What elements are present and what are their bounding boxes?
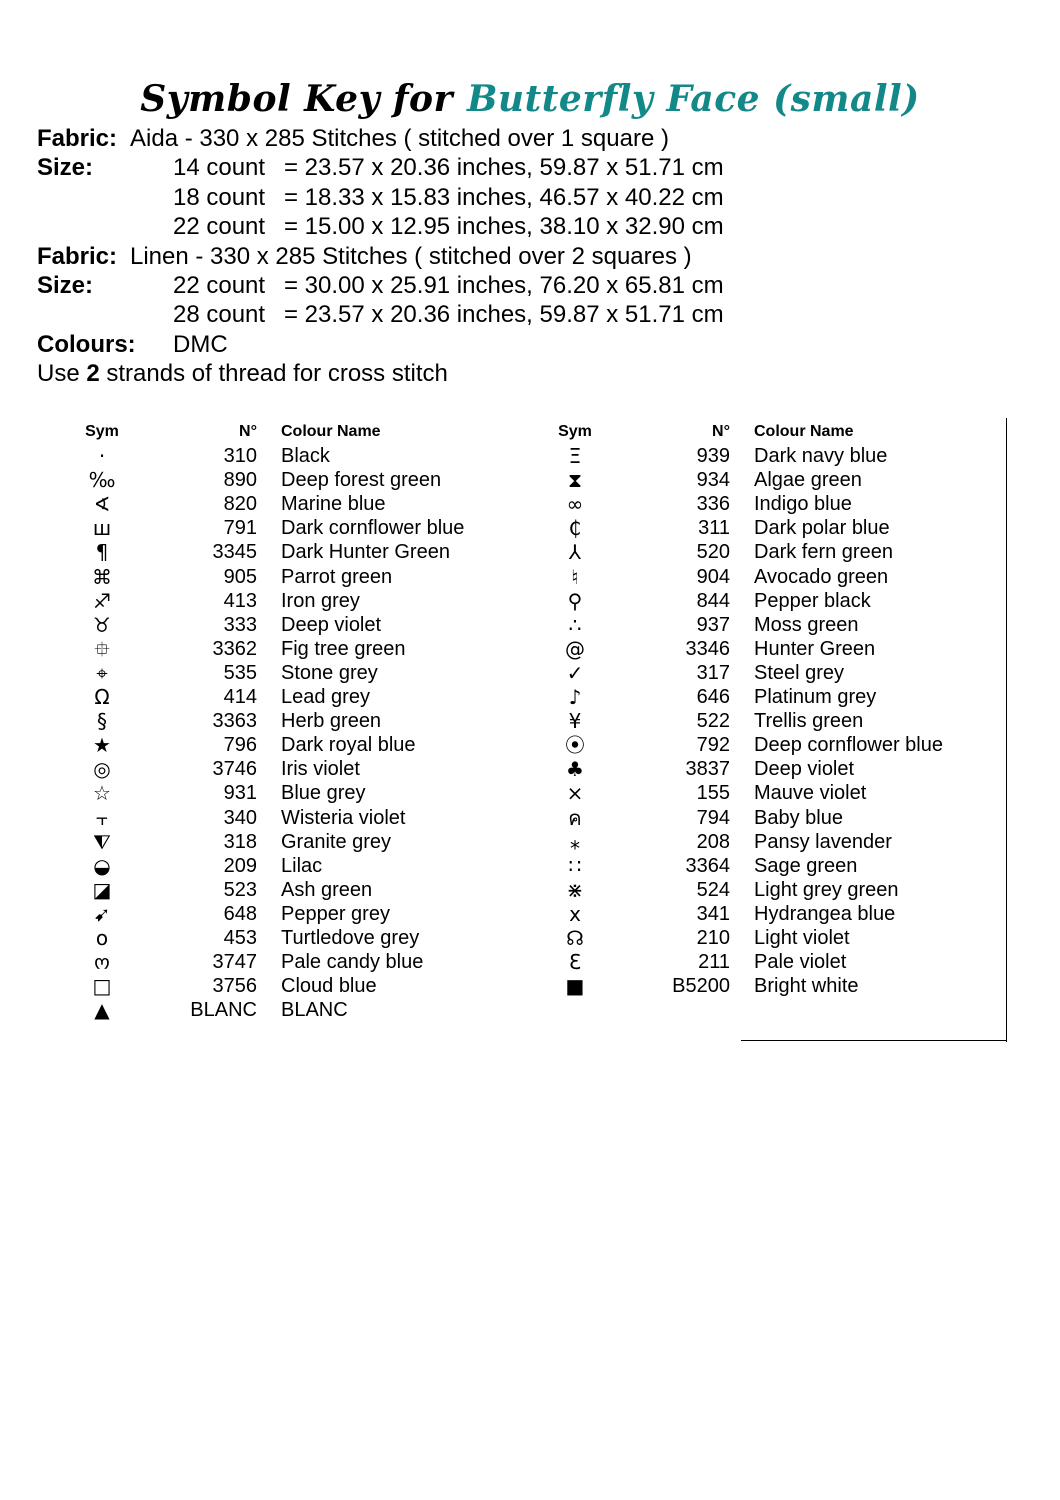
symbol: ▲ [94,998,110,1023]
title-prefix: Symbol Key for [140,78,453,120]
symbol: ♣ [566,757,584,782]
dmc-number: 794 [696,806,730,829]
symbol: ∴ [568,612,582,637]
colour-name: Cloud blue [281,975,377,998]
symbol: ✓ [566,660,584,685]
key-row [543,950,983,974]
symbol: ⧗ [567,468,583,493]
key-row [70,685,510,709]
colour-name: Marine blue [281,493,386,516]
key-row [543,974,983,998]
symbol: ⨯ [566,781,584,806]
colour-name: Algae green [754,469,862,492]
symbol: ⌖ [96,660,108,685]
symbol: ∷ [568,853,582,878]
size-label: Size: [37,154,94,182]
key-row [70,637,510,661]
symbol: ⦿ [565,733,585,758]
symbol: ⅄ [568,540,582,565]
header-number: N° [712,423,730,440]
bottom-border-line [741,1040,1007,1041]
key-row [70,492,510,516]
strands-pre: Use [37,360,80,388]
colour-name: Granite grey [281,830,392,853]
dmc-number: 210 [696,926,730,949]
header-sym: Sym [558,423,592,440]
symbol: ค [568,805,582,830]
colour-name: Parrot green [281,565,393,588]
symbol: ☊ [566,925,584,950]
colour-name: Light violet [754,926,850,949]
dmc-number: 211 [698,951,730,974]
symbol: ∢ [93,492,111,517]
colour-name: Ash green [281,878,373,901]
colour-name: Hydrangea blue [754,902,896,925]
dmc-number: 311 [698,517,730,540]
dmc-number: 3364 [685,854,730,877]
key-row [543,926,983,950]
symbol: Ɛ [568,950,582,975]
key-header [70,420,510,444]
colour-name: Dark polar blue [754,517,890,540]
fabric-label: Fabric: [37,125,118,152]
colour-name: Fig tree green [281,637,406,660]
key-row [543,806,983,830]
symbol: Ω [94,685,110,710]
size-count: 14 count [173,154,266,182]
key-rows-left [70,444,510,1022]
colour-name: Moss green [754,613,859,636]
dmc-number: 791 [223,517,257,540]
key-row [70,468,510,492]
symbol: x [569,901,581,926]
dmc-number: 931 [223,782,257,805]
symbol: ⧨ [93,829,111,854]
size-dimensions: = 15.00 x 12.95 inches, 38.10 x 32.90 cm [284,213,724,241]
fabric-info [37,124,1037,389]
size-dimensions: = 30.00 x 25.91 inches, 76.20 x 65.81 cm [284,271,724,299]
key-row [70,589,510,613]
dmc-number: 155 [696,782,730,805]
key-row [543,589,983,613]
colour-name: Black [281,445,330,468]
fabric-aida-line [37,124,1037,153]
size-aida-line [37,153,1037,182]
key-row [543,492,983,516]
dmc-number: 208 [696,830,730,853]
dmc-number: 820 [223,493,257,516]
key-row [70,613,510,637]
key-row [70,781,510,805]
key-row [543,854,983,878]
key-row [543,516,983,540]
size-aida-line [37,183,1037,212]
key-row [543,468,983,492]
colour-name: Iris violet [281,758,360,781]
header-number: N° [239,423,257,440]
dmc-number: 3746 [212,758,257,781]
symbol: ∞ [566,492,584,517]
colour-name: Mauve violet [754,782,867,805]
colour-name: Dark Hunter Green [281,541,450,564]
key-row [70,757,510,781]
colour-name: Platinum grey [754,686,877,709]
dmc-number: 937 [696,613,730,636]
size-count: 18 count [173,183,266,211]
key-row [70,854,510,878]
key-row [70,540,510,564]
dmc-number: 333 [223,613,257,636]
symbol: ₵ [568,516,582,541]
symbol: ⯐ [94,636,110,661]
size-linen-line [37,271,1037,300]
dmc-number: 318 [223,830,257,853]
key-row [543,830,983,854]
key-row [70,926,510,950]
dmc-number: 340 [223,806,257,829]
size-count: 22 count [173,213,266,241]
symbol: ⌘ [92,564,112,589]
colour-name: BLANC [281,999,348,1022]
dmc-number: 453 [223,926,257,949]
symbol: @ [565,636,585,661]
size-linen-line [37,300,1037,329]
dmc-number: 792 [696,734,730,757]
dmc-number: 3837 [685,758,730,781]
header-sym: Sym [85,423,119,440]
dmc-number: 648 [223,902,257,925]
key-header [543,420,983,444]
key-row [70,709,510,733]
symbol: ◪ [92,877,112,902]
colour-name: Dark royal blue [281,734,416,757]
symbol: ★ [93,733,111,758]
key-row [543,902,983,926]
key-row [543,878,983,902]
colour-name: Lilac [281,854,323,877]
colour-name: Deep violet [281,613,382,636]
colour-name: Dark navy blue [754,445,888,468]
header-colour-name: Colour Name [754,423,854,440]
colour-name: Iron grey [281,589,360,612]
colour-name: Indigo blue [754,493,852,516]
symbol: ‰ [88,468,116,493]
dmc-number: 844 [696,589,730,612]
key-row [543,637,983,661]
symbol-key-left [70,420,510,1022]
colour-name: Trellis green [754,710,864,733]
symbol: ო [94,950,110,975]
key-rows-right [543,444,983,998]
key-row [70,830,510,854]
key-row [70,950,510,974]
symbol: ⁎ [570,829,580,854]
colour-name: Pale violet [754,951,847,974]
dmc-number: 3362 [212,637,257,660]
dmc-number: BLANC [190,999,257,1022]
size-label: Size: [37,271,94,299]
symbol: ♉ [93,612,111,637]
dmc-number: 524 [696,878,730,901]
fabric-aida-text: Aida - 330 x 285 Stitches ( stitched over 1 square ) [130,125,669,152]
dmc-number: 209 [223,854,257,877]
symbol-key-right [543,420,983,998]
colour-name: Herb green [281,710,382,733]
symbol: · [98,444,106,469]
symbol: o [95,925,109,950]
key-row [543,613,983,637]
symbol: ◎ [93,757,111,782]
colour-name: Stone grey [281,661,378,684]
dmc-number: 3346 [685,637,730,660]
colour-name: Turtledove grey [281,926,420,949]
colour-name: Deep violet [754,758,855,781]
dmc-number: 341 [696,902,730,925]
key-row [70,878,510,902]
colour-name: Hunter Green [754,637,876,660]
colour-name: Blue grey [281,782,366,805]
symbol: ◒ [93,853,111,878]
dmc-number: 890 [223,469,257,492]
symbol: ¶ [95,540,109,565]
dmc-number: 522 [696,710,730,733]
colour-name: Deep cornflower blue [754,734,943,757]
colour-name: Dark cornflower blue [281,517,465,540]
dmc-number: 336 [696,493,730,516]
colour-name: Baby blue [754,806,843,829]
symbol: ¥ [568,709,582,734]
colour-name: Steel grey [754,661,845,684]
dmc-number: 3363 [212,710,257,733]
colour-name: Avocado green [754,565,889,588]
key-row [543,709,983,733]
dmc-number: 413 [223,589,257,612]
symbol: § [97,709,107,734]
dmc-number: 317 [696,661,730,684]
strands-count: 2 [86,360,100,388]
key-row [543,757,983,781]
colour-name: Pale candy blue [281,951,424,974]
key-row [70,565,510,589]
dmc-number: 523 [223,878,257,901]
key-row [543,685,983,709]
symbol: Ξ [568,444,582,469]
dmc-number: 310 [223,445,257,468]
dmc-number: 646 [696,686,730,709]
colours-line [37,330,1037,359]
key-row [70,902,510,926]
key-row [70,516,510,540]
colour-name: Light grey green [754,878,899,901]
dmc-number: 414 [223,686,257,709]
strands-post: strands of thread for cross stitch [106,360,448,388]
colour-name: Wisteria violet [281,806,406,829]
right-border-line [1006,418,1007,1042]
fabric-linen-line [37,242,1037,271]
dmc-number: 904 [696,565,730,588]
page-title [0,78,1060,120]
symbol: □ [92,974,112,999]
key-row [70,806,510,830]
size-dimensions: = 18.33 x 15.83 inches, 46.57 x 40.22 cm [284,183,724,211]
dmc-number: 3747 [212,951,257,974]
dmc-number: 934 [696,469,730,492]
fabric-linen-text: Linen - 330 x 285 Stitches ( stitched over 2 squares ) [130,242,692,270]
colour-name: Pepper grey [281,902,390,925]
colours-value: DMC [173,330,228,358]
key-row [70,444,510,468]
symbol: ♐ [93,588,111,613]
size-count: 22 count [173,271,266,299]
key-row [70,998,510,1022]
key-row [543,444,983,468]
colour-name: Lead grey [281,686,370,709]
strands-line [37,359,1037,388]
size-count: 28 count [173,301,266,329]
dmc-number: 905 [223,565,257,588]
size-dimensions: = 23.57 x 20.36 inches, 59.87 x 51.71 cm [284,301,724,329]
colour-name: Sage green [754,854,858,877]
dmc-number: 535 [223,661,257,684]
dmc-number: 796 [223,734,257,757]
symbol: ➹ [93,901,111,926]
key-row [543,661,983,685]
colour-name: Deep forest green [281,469,442,492]
colour-name: Dark fern green [754,541,893,564]
dmc-number: 3345 [212,541,257,564]
symbol: ♪ [568,685,582,710]
dmc-number: 3756 [212,975,257,998]
key-row [543,733,983,757]
symbol: ⚲ [567,588,583,613]
dmc-number: 939 [696,445,730,468]
symbol: ♮ [571,564,579,589]
header-colour-name: Colour Name [281,423,381,440]
key-row [543,565,983,589]
symbol: ☆ [93,781,111,806]
symbol: ⋇ [566,877,584,902]
fabric-label: Fabric: [37,242,118,270]
dmc-number: B5200 [672,975,730,998]
symbol: ■ [565,974,585,999]
key-row [543,540,983,564]
colour-name: Bright white [754,975,859,998]
symbol: ш [92,516,112,541]
key-row [70,733,510,757]
colours-label: Colours: [37,330,136,358]
key-row [543,781,983,805]
dmc-number: 520 [696,541,730,564]
colour-name: Pansy lavender [754,830,892,853]
key-row [70,974,510,998]
size-dimensions: = 23.57 x 20.36 inches, 59.87 x 51.71 cm [284,154,724,182]
pattern-name: Butterfly Face (small) [466,78,920,120]
symbol: ⫟ [95,805,109,830]
colour-name: Pepper black [754,589,871,612]
size-aida-line [37,212,1037,241]
key-row [70,661,510,685]
